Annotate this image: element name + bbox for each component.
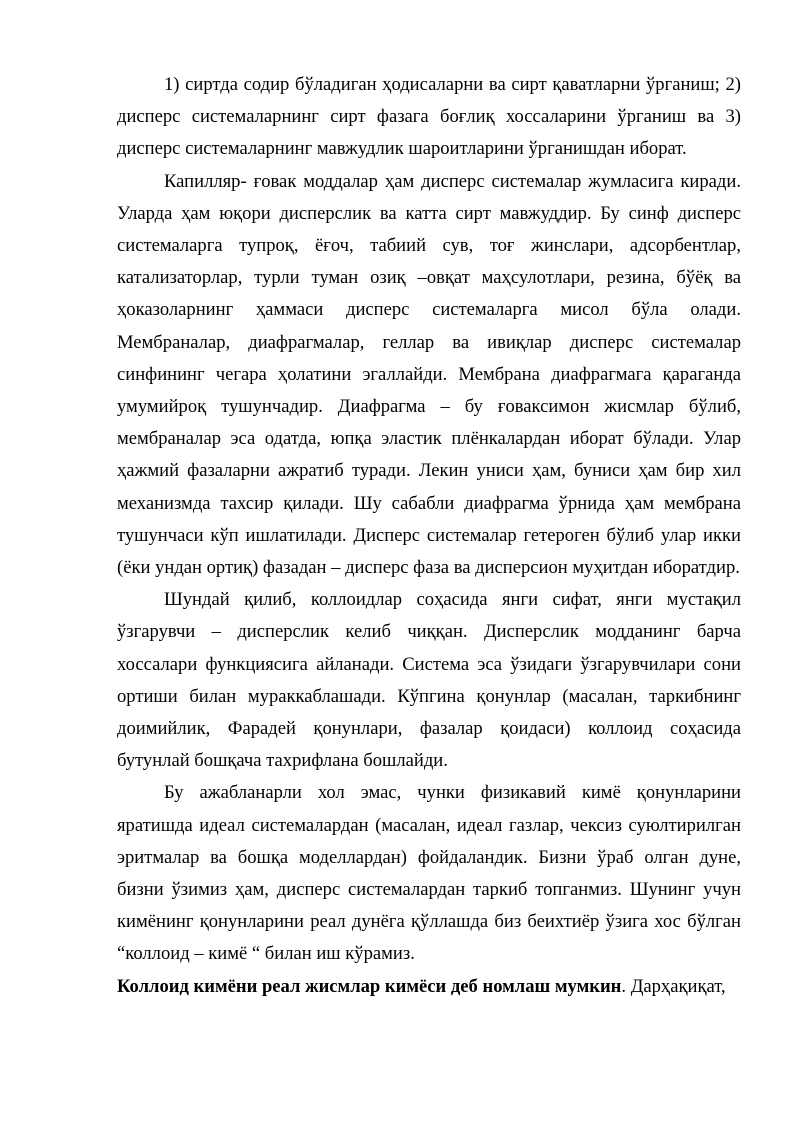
bold-statement: Коллоид кимёни реал жисмлар кимёси деб номлаш мумкин bbox=[117, 975, 622, 997]
paragraph-4: Бу ажабланарли хол эмас, чунки физикавий кимё қонунларини яратишда идеал системалардан (масалан, идеал газлар, чексиз суюлтирилган эритмалар ва бошқа моделлардан) фойдаландик. Бизни ўраб олган дуне, бизни ўзимиз ҳам, дисперс системалардан таркиб топганмиз. Шунинг учун кимёнинг қонунларини реал дунёга қўллашда биз беихтиёр ўзига хос бўлган “коллоид – кимё “ билан иш кўрамиз. bbox=[117, 782, 741, 965]
paragraph-5 bbox=[117, 971, 741, 1003]
document-page bbox=[117, 69, 741, 1003]
paragraph-5-rest: . Дарҳақиқат, bbox=[621, 975, 726, 997]
paragraph-1: 1) сиртда содир бўладиган ҳодисаларни ва сирт қаватларни ўрганиш; 2) дисперс системаларнинг сирт фазага боғлиқ хоссаларини ўрганиш ва 3) дисперс системаларнинг мавжудлик шароитларини ўрганишдан иборат. bbox=[117, 74, 741, 160]
paragraph-3: Шундай қилиб, коллоидлар соҳасида янги сифат, янги мустақил ўзгарувчи – дисперслик келиб чиққан. Дисперслик модданинг барча хоссалари функциясига айланади. Система эса ўзидаги ўзгарувчилари сони ортиши билан мураккаблашади. Кўпгина қонунлар (масалан, таркибнинг доимийлик, Фарадей қонунлари, фазалар қоидаси) коллоид соҳасида бутунлай бошқача тахрифлана бошлайди. bbox=[117, 589, 741, 772]
paragraph-2: Капилляр- ғовак моддалар ҳам дисперс системалар жумласига киради. Уларда ҳам юқори дисперслик ва катта сирт мавжуддир. Бу синф дисперс системаларга тупроқ, ёғоч, табиий сув, тоғ жинслари, адсорбентлар, катализаторлар, турли туман озиқ –овқат маҳсулотлари, резина, бўёқ ва ҳоказоларнинг ҳаммаси дисперс системаларга мисол бўла олади. Мембраналар, диафрагмалар, геллар ва ивиқлар дисперс системалар синфининг чегара ҳолатини эгаллайди. Мембрана диафрагмага қараганда умумийроқ тушунчадир. Диафрагма – бу ғоваксимон жисмлар бўлиб, мембраналар эса одатда, юпқа эластик плёнкалардан иборат бўлади. Улар ҳажмий фазаларни ажратиб туради. Лекин униси ҳам, буниси ҳам бир хил механизмда тахсир қилади. Шу сабабли диафрагма ўрнида ҳам мембрана тушунчаси кўп ишлатилади. Дисперс системалар гетероген бўлиб улар икки (ёки ундан ортиқ) фазадан – дисперс фаза ва дисперсион муҳитдан иборатдир. bbox=[117, 170, 741, 579]
